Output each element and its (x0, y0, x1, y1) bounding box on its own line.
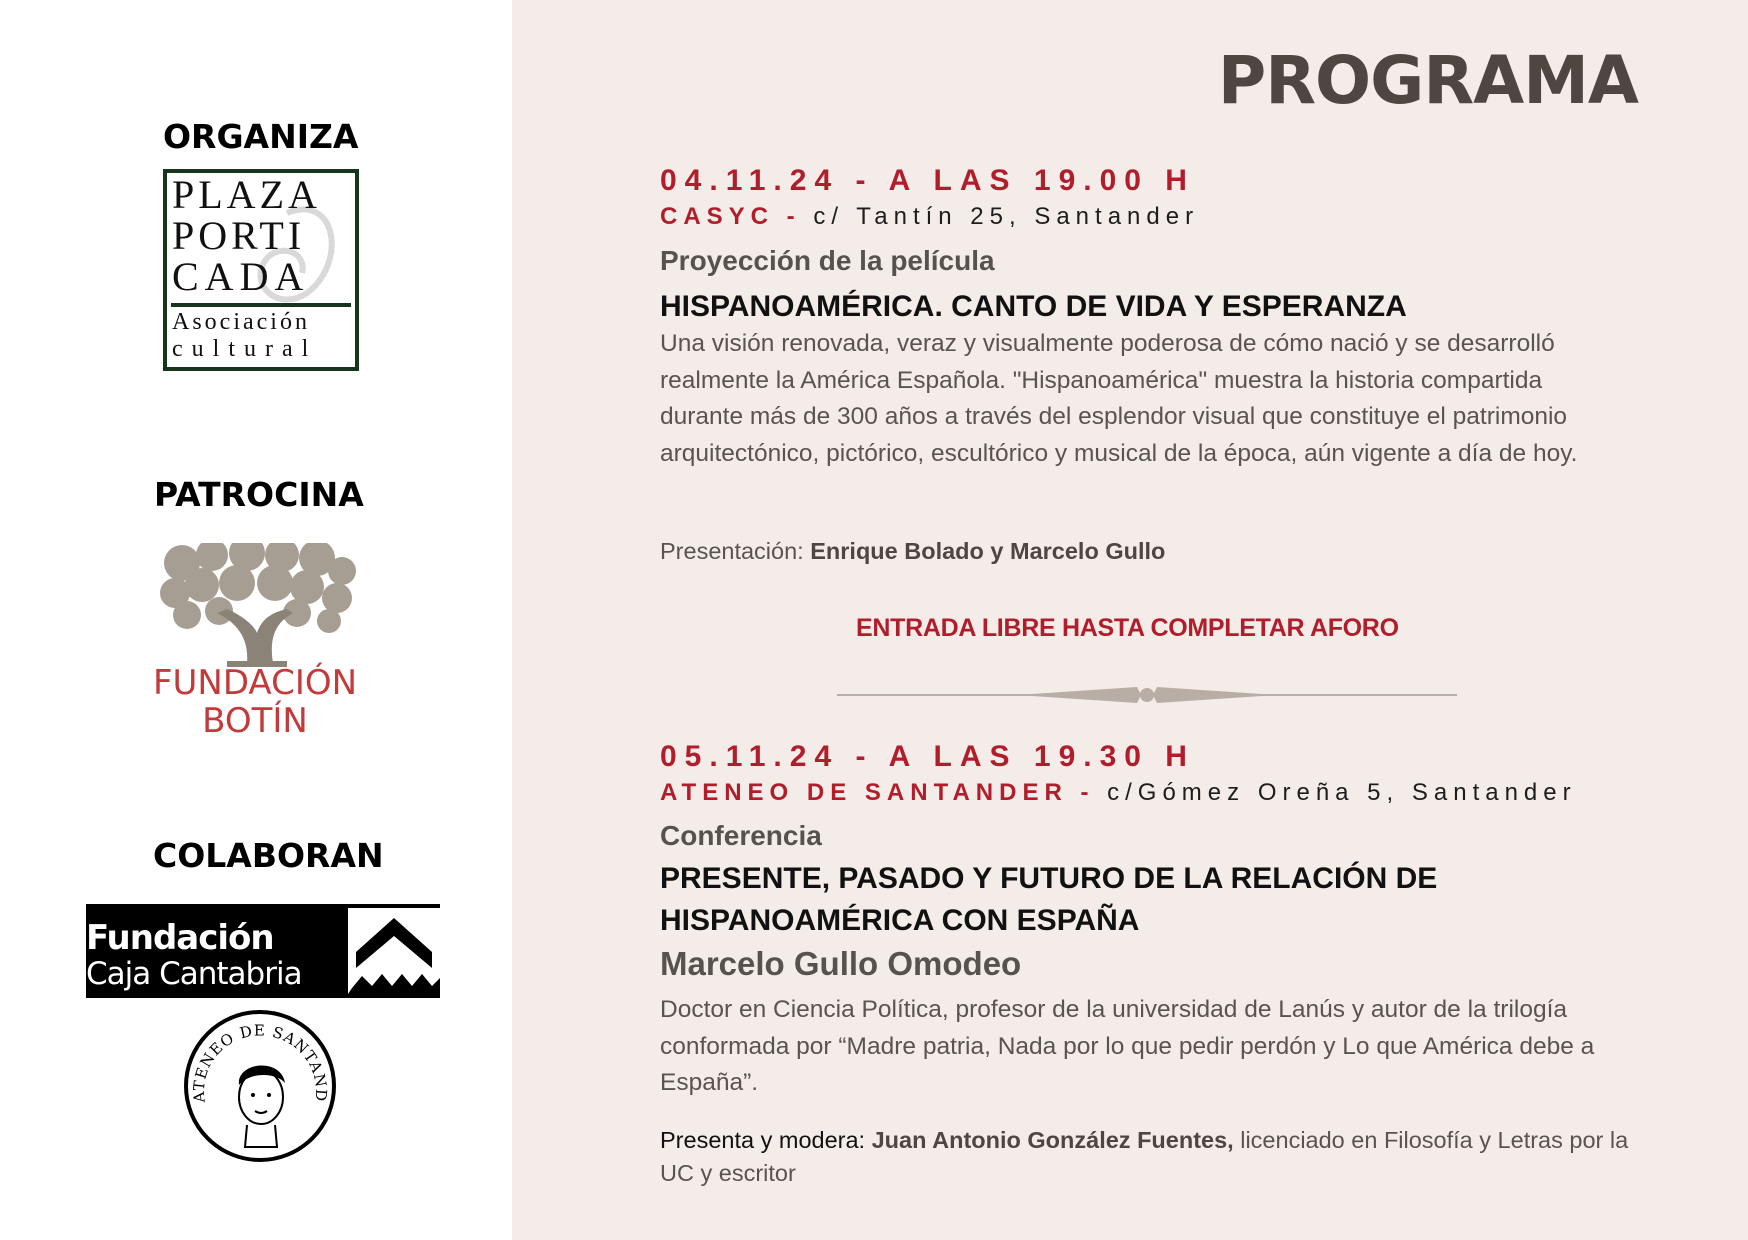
plaza-divider (171, 303, 351, 307)
event2-presenter (660, 1124, 1660, 1190)
event2-headline: PRESENTE, PASADO Y FUTURO DE LA RELACIÓN DE HISPANOAMÉRICA CON ESPAÑA (660, 862, 1438, 937)
ornament-divider (837, 683, 1457, 707)
event1-date: 04.11.24 - A LAS 19.00 H (660, 164, 1195, 197)
tree-icon (157, 543, 367, 671)
event1-headline: HISPANOAMÉRICA. CANTO DE VIDA Y ESPERANZA (660, 290, 1407, 323)
event1-presenter-names: Enrique Bolado y Marcelo Gullo (810, 538, 1166, 564)
caja-line-1: Fundación (86, 918, 274, 958)
event2-venue-name: ATENEO DE SANTANDER - (660, 779, 1095, 806)
ateneo-arc-text: ATENEO DE SANTAND (189, 1021, 331, 1104)
event2-venue-address: c/Gómez Oreña 5, Santander (1094, 779, 1577, 806)
patrocina-label: PATROCINA (154, 475, 364, 514)
plaza-porticada-logo (163, 169, 359, 371)
event2-presenter-label: Presenta y modera: (660, 1127, 872, 1153)
fundacion-botin-logo (150, 543, 360, 743)
ateneo-seal-icon (181, 1007, 339, 1165)
botin-line-2: BOTÍN (202, 701, 308, 741)
event2-presenter-name: Juan Antonio González Fuentes, (871, 1127, 1234, 1153)
event2-presenter-detail: licenciado en Filosofía y Letras por la UC y escritor (660, 1127, 1629, 1186)
event1-venue-address: c/ Tantín 25, Santander (800, 203, 1200, 230)
botin-line-1: FUNDACIÓN (152, 663, 358, 703)
organiza-label: ORGANIZA (163, 117, 359, 156)
page-title: PROGRAMA (1217, 42, 1638, 119)
colaboran-label: COLABORAN (153, 836, 384, 875)
plaza-sub-1: Asociación (172, 309, 310, 335)
plaza-line-1: PLAZA (172, 173, 321, 217)
event2-date: 05.11.24 - A LAS 19.30 H (660, 740, 1195, 773)
event2-kind: Conferencia (660, 820, 822, 851)
free-entry-notice: ENTRADA LIBRE HASTA COMPLETAR AFORO (856, 614, 1399, 642)
event2-speaker: Marcelo Gullo Omodeo (660, 945, 1022, 982)
sponsors-sidebar (0, 0, 512, 1240)
event1-presenter (660, 538, 1165, 565)
event2-venue (660, 779, 1577, 807)
event1-kind: Proyección de la película (660, 245, 995, 276)
mountain-icon (348, 908, 440, 994)
event1-description: Una visión renovada, veraz y visualmente poderosa de cómo nació y se desarrolló realmente la América Española. "Hispanoamérica" muestra la historia compartida durante más de 300 años a través del esplendor visual que constituye el patrimonio arquitectónico, pictórico, escultórico y musical de la época, aún vigente a día de hoy. (660, 330, 1578, 467)
event1-venue (660, 203, 1199, 231)
event1-venue-name: CASYC - (660, 203, 801, 230)
event1-presenter-label: Presentación: (660, 538, 811, 564)
caja-line-2: Caja Cantabria (86, 956, 302, 992)
ateneo-santander-logo (181, 1007, 339, 1165)
caja-cantabria-logo (86, 904, 440, 998)
plaza-line-3: CADA (172, 254, 310, 299)
plaza-line-2: PORTI (172, 213, 306, 258)
plaza-sub-2: cultural (172, 336, 318, 362)
event2-description: Doctor en Ciencia Política, profesor de la universidad de Lanús y autor de la trilogía conformada por “Madre patria, Nada por lo que pedir perdón y Lo que América debe a España”. (660, 996, 1595, 1096)
